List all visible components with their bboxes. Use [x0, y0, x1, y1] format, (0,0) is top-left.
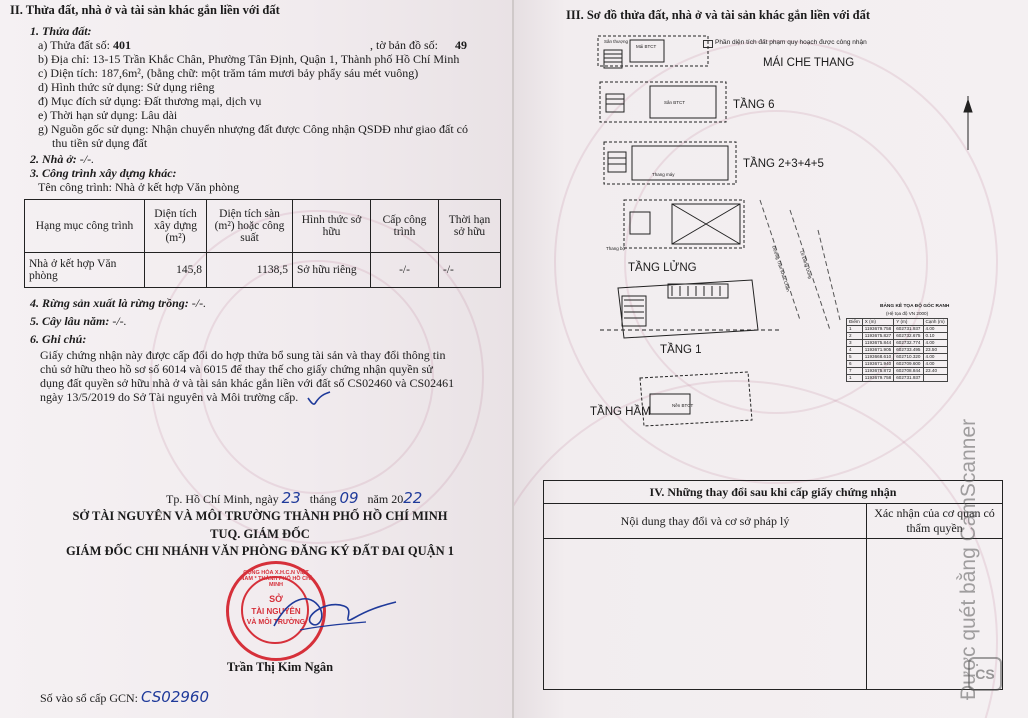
seal-ring-text: CỘNG HÒA X.H.C.N VIỆT NAM * THÀNH PHỐ HỒ CHÍ MINH: [240, 570, 312, 588]
signature-image: [270, 586, 400, 646]
gcn-value: CS02960: [141, 688, 209, 706]
table-header-row: [544, 504, 1003, 539]
table-cell: 602709.600: [894, 361, 923, 368]
table-cell: 1193671.905: [862, 347, 893, 354]
table-cell: 602732.675: [894, 333, 923, 340]
street-label: Đường Trần Khắc Chân: [771, 245, 791, 293]
map-sheet-number: 49: [455, 38, 468, 52]
date-day: 23: [281, 489, 301, 507]
map-sheet-label: , tờ bản đồ số:: [370, 38, 439, 52]
table-row: [847, 354, 948, 361]
table-cell: 4.00: [923, 361, 947, 368]
address-line: b) Địa chỉ: 13-15 Trần Khắc Chân, Phường Tân Định, Quận 1, Thành phố Hồ Chí Minh: [38, 52, 460, 66]
usage-form-line: d) Hình thức sử dụng: Sử dụng riêng: [38, 80, 215, 94]
date-month: 09: [339, 489, 359, 507]
floor-label-6: TẦNG 6: [733, 99, 775, 111]
section-value: -/-.: [79, 152, 95, 166]
changes-title: IV. Những thay đổi sau khi cấp giấy chứng nhận: [544, 481, 1003, 504]
section-value: -/-.: [112, 314, 127, 328]
floor-label-2-5: TẦNG 2+3+4+5: [743, 158, 824, 170]
table-header: Điểm: [847, 319, 863, 326]
table-cell: 1193675.827: [862, 333, 893, 340]
parcel-number-row: [38, 38, 131, 52]
changes-table: [543, 480, 1003, 690]
table-row: [847, 361, 948, 368]
section-title: 2. Nhà ở:: [30, 152, 77, 166]
authority-name: SỞ TÀI NGUYÊN VÀ MÔI TRƯỜNG THÀNH PHỐ HỒ CHÍ MINH: [72, 509, 448, 523]
legend-note: Phần diện tích đất phạm quy hoạch được công nhận: [715, 39, 867, 46]
table-cell: 1193668.610: [862, 354, 893, 361]
date-month-label: tháng: [309, 492, 337, 506]
legend-swatch: [703, 40, 713, 48]
table-cell: 602708.844: [894, 368, 923, 375]
table-header: X (m): [862, 319, 893, 326]
table-row: [847, 326, 948, 333]
table-header-row: [847, 319, 948, 326]
table-header: Xác nhận của cơ quan có thẩm quyền: [867, 504, 1003, 539]
table-cell: 602710.320: [894, 354, 923, 361]
coord-table-subtitle: (Hệ tọa độ VN 2000): [886, 311, 929, 316]
table-cell: 1138,5: [207, 253, 293, 288]
table-row: [847, 375, 948, 382]
table-cell: 4.00: [923, 340, 947, 347]
table-header: Thời hạn sở hữu: [439, 200, 501, 253]
section-title: 5. Cây lâu năm:: [30, 314, 110, 328]
table-cell: 23.50: [923, 347, 947, 354]
table-cell: 602731.937: [894, 326, 923, 333]
seal-center-text: VÀ MÔI TRƯỜNG: [246, 619, 306, 626]
usage-term-line: e) Thời hạn sử dụng: Lâu dài: [38, 108, 178, 122]
table-cell: 0.10: [923, 333, 947, 340]
diagram-label: Sân thượng: [604, 39, 628, 44]
note-line: dụng đất quyền sở hữu nhà ở và tài sản khác gắn liền với đất số CS02460 và CS02461: [40, 376, 455, 390]
table-cell: 1193675.872: [862, 368, 893, 375]
diagram-label: Thang bộ: [606, 246, 626, 251]
table-row: [847, 333, 948, 340]
seal-center-text: TÀI NGUYÊN: [251, 607, 301, 616]
date-prefix: Tp. Hồ Chí Minh, ngày: [166, 492, 279, 506]
signer-title: GIÁM ĐỐC CHI NHÁNH VĂN PHÒNG ĐĂNG KÝ ĐẤT ĐAI QUẬN 1: [65, 544, 455, 558]
table-row: [847, 368, 948, 375]
gcn-label: Số vào sổ cấp GCN:: [40, 691, 138, 705]
camscanner-watermark: Được quét bằng CamScanner: [957, 418, 980, 700]
map-sheet-row: [370, 38, 467, 52]
table-cell: 6: [847, 361, 863, 368]
floor-label-roof: MÁI CHE THANG: [763, 57, 855, 69]
table-row: [544, 539, 1003, 690]
table-header: Y (m): [894, 319, 923, 326]
date-year-label: năm 20: [367, 492, 404, 506]
table-header: Diện tích xây dựng (m²): [145, 200, 207, 253]
table-cell: [544, 539, 867, 690]
table-header: Cấp công trình: [371, 200, 439, 253]
section-title: 3. Công trình xây dựng khác:: [30, 166, 177, 180]
table-cell: 4.00: [923, 326, 947, 333]
table-cell: Sở hữu riêng: [293, 253, 371, 288]
section-title: 6. Ghi chú:: [30, 332, 87, 346]
diagram-label: Nền BTCT: [672, 403, 694, 408]
section-title: 4. Rừng sản xuất là rừng trồng:: [30, 296, 189, 310]
usage-origin-line: thu tiền sử dụng đất: [52, 136, 148, 150]
section-heading: II. Thửa đất, nhà ở và tài sản khác gắn liền với đất: [10, 3, 280, 17]
section-title: 1. Thửa đất:: [30, 24, 92, 38]
check-mark-icon: [306, 390, 332, 408]
table-cell: 1193675.844: [862, 340, 893, 347]
table-cell: 1193679.758: [862, 375, 893, 382]
floor-label-1: TẦNG 1: [660, 344, 702, 356]
table-cell: 7: [847, 368, 863, 375]
table-cell: 602731.937: [894, 375, 923, 382]
table-cell: 145,8: [145, 253, 207, 288]
table-row: [544, 481, 1003, 504]
area-line: c) Diện tích: 187,6m², (bằng chữ: một trăm tám mươi bảy phẩy sáu mét vuông): [38, 66, 419, 80]
table-row: [847, 340, 948, 347]
left-page: [0, 0, 512, 718]
table-cell: [923, 375, 947, 382]
coordinate-table: [846, 318, 948, 382]
note-line: chủ sở hữu theo hồ sơ số 6014 và 6015 để thay thế cho giấy chứng nhận quyền sử: [40, 362, 433, 376]
table-cell: 4: [847, 347, 863, 354]
table-cell: -/-: [371, 253, 439, 288]
table-cell: 2: [847, 333, 863, 340]
diagram-label: Thang máy: [652, 172, 675, 177]
table-header: Diện tích sàn (m²) hoặc công suất: [207, 200, 293, 253]
table-cell: 602732.774: [894, 340, 923, 347]
note-line: ngày 13/5/2019 do Sở Tài nguyên và Môi trường cấp.: [40, 390, 299, 404]
date-year: 22: [403, 489, 423, 507]
section-heading: III. Sơ đồ thửa đất, nhà ở và tài sản khác gắn liền với đất: [566, 8, 871, 22]
camscanner-logo: CS: [968, 657, 1002, 691]
coord-table-title: BẢNG KÊ TỌA ĐỘ GÓC RANH: [880, 304, 950, 309]
construction-table: [24, 199, 501, 288]
housing-row: [30, 152, 94, 166]
signer-name: Trần Thị Kim Ngân: [226, 660, 334, 674]
table-cell: 3: [847, 340, 863, 347]
table-cell: 602733.495: [894, 347, 923, 354]
floor-label-basement: TẦNG HẦM: [590, 406, 651, 418]
table-cell: 23.40: [923, 368, 947, 375]
perennial-row: [30, 314, 127, 328]
street-label: Lê Đăng Dung: [799, 250, 813, 280]
table-cell: Nhà ở kết hợp Văn phòng: [25, 253, 145, 288]
usage-purpose-line: đ) Mục đích sử dụng: Đất thương mại, dịch vụ: [38, 94, 262, 108]
diagram-label: Mái BTCT: [636, 44, 657, 49]
table-row: [847, 347, 948, 354]
table-cell: 1193671.940: [862, 361, 893, 368]
section-value: -/-.: [191, 296, 207, 310]
floor-label-mezzanine: TẦNG LỬNG: [628, 262, 697, 274]
table-cell: 5: [847, 354, 863, 361]
note-line: Giấy chứng nhận này được cấp đổi do hợp thửa bổ sung tài sản và thay đổi thông tin: [40, 348, 446, 362]
usage-origin-line: g) Nguồn gốc sử dụng: Nhận chuyển nhượng đất được Công nhận QSDĐ như giao đất có: [38, 122, 468, 136]
work-name: Tên công trình: Nhà ở kết hợp Văn phòng: [38, 180, 240, 194]
parcel-number: 401: [112, 38, 131, 52]
table-cell: 1: [847, 375, 863, 382]
table-header: Hình thức sở hữu: [293, 200, 371, 253]
table-row: [25, 253, 501, 288]
table-header: Nội dung thay đổi và cơ sở pháp lý: [544, 504, 867, 539]
signer-delegation: TUQ. GIÁM ĐỐC: [210, 527, 310, 541]
table-header-row: [25, 200, 501, 253]
table-cell: 1193679.758: [862, 326, 893, 333]
parcel-label: a) Thửa đất số:: [38, 38, 110, 52]
table-cell: -/-: [439, 253, 501, 288]
gcn-register: [40, 690, 209, 705]
table-cell: 1: [847, 326, 863, 333]
issue-date: [166, 491, 422, 506]
table-cell: 4.00: [923, 354, 947, 361]
table-header: Cạnh (m): [923, 319, 947, 326]
forest-row: [30, 296, 206, 310]
seal-center-text: SỞ: [269, 594, 283, 604]
table-header: Hạng mục công trình: [25, 200, 145, 253]
diagram-label: Sân BTCT: [664, 100, 686, 105]
